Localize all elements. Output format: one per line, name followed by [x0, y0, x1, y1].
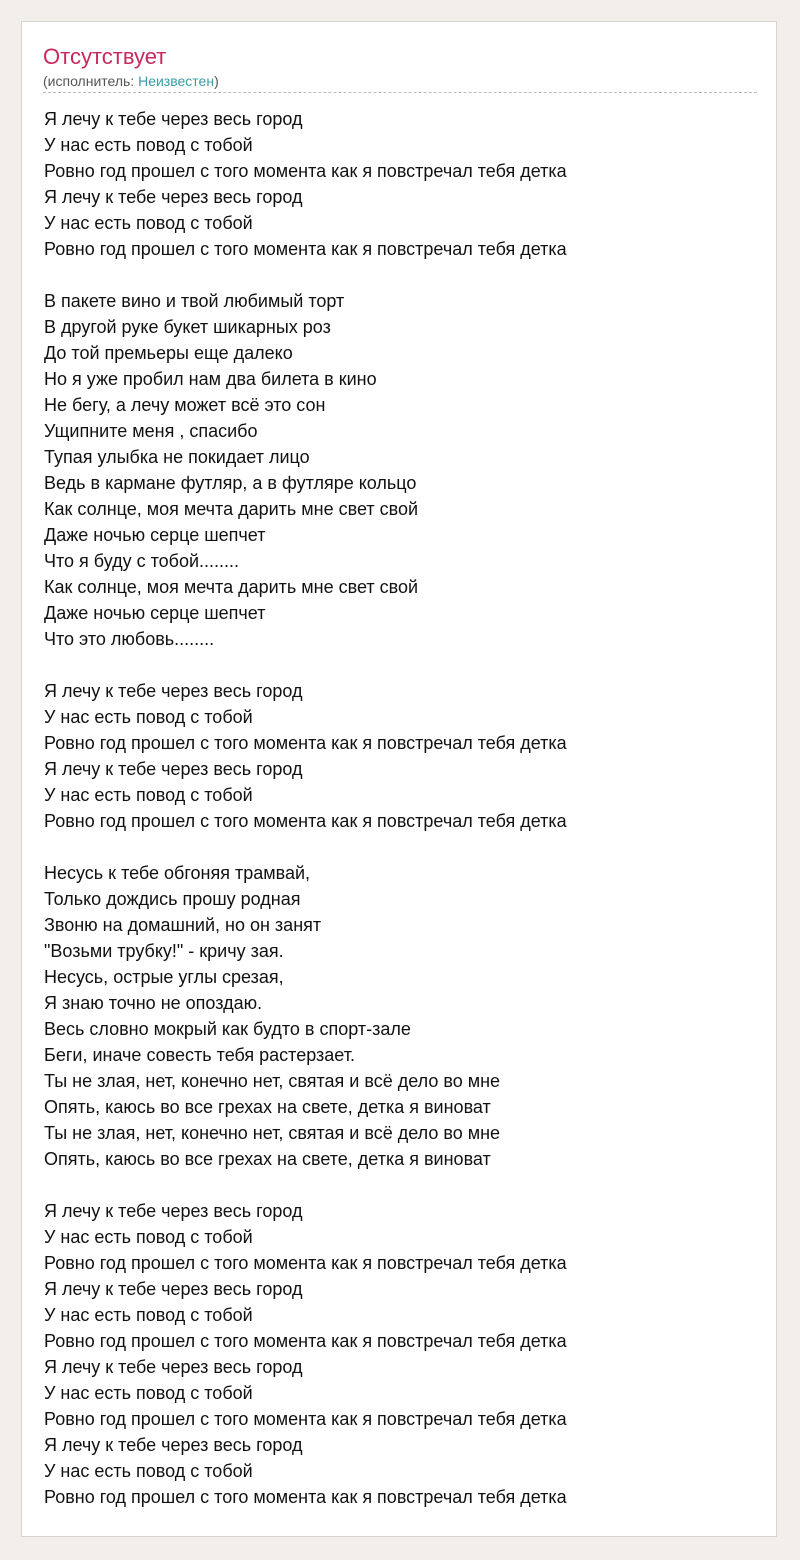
lyrics-card	[21, 21, 777, 1537]
lyric-line: Как солнце, моя мечта дарить мне свет свой	[44, 577, 419, 597]
lyric-line: В другой руке букет шикарных роз	[44, 317, 331, 337]
lyric-line: До той премьеры еще далеко	[44, 343, 293, 363]
lyric-line: Но я уже пробил нам два билета в кино	[44, 369, 377, 389]
lyric-line: Даже ночью серце шепчет	[44, 603, 266, 623]
lyric-line: В пакете вино и твой любимый торт	[44, 291, 345, 311]
song-header	[43, 44, 757, 93]
lyric-line: Тупая улыбка не покидает лицо	[44, 447, 310, 467]
lyric-line: Я лечу к тебе через весь город	[44, 1357, 303, 1377]
lyric-line: Ты не злая, нет, конечно нет, святая и всё дело во мне	[44, 1123, 501, 1143]
artist-suffix: )	[214, 73, 219, 89]
lyric-line: Опять, каюсь во все грехах на свете, детка я виноват	[44, 1149, 491, 1169]
lyric-line: У нас есть повод с тобой	[44, 1305, 253, 1325]
lyric-line: Я знаю точно не опоздаю.	[44, 993, 263, 1013]
lyric-line: У нас есть повод с тобой	[44, 785, 253, 805]
lyric-line: У нас есть повод с тобой	[44, 213, 253, 233]
lyric-line: Ровно год прошел с того момента как я повстречал тебя детка	[44, 811, 567, 831]
lyric-line: Что это любовь........	[44, 629, 215, 649]
lyric-line: Весь словно мокрый как будто в спорт-зале	[44, 1019, 411, 1039]
stanza-break	[44, 834, 758, 860]
lyric-line: Я лечу к тебе через весь город	[44, 759, 303, 779]
lyric-line: Ровно год прошел с того момента как я повстречал тебя детка	[44, 733, 567, 753]
lyric-line: Я лечу к тебе через весь город	[44, 187, 303, 207]
song-title: Отсутствует	[43, 44, 167, 69]
lyric-line: Ровно год прошел с того момента как я повстречал тебя детка	[44, 1487, 567, 1507]
lyric-line: Ущипните меня , спасибо	[44, 421, 258, 441]
artist-link[interactable]: Неизвестен	[138, 73, 215, 89]
lyric-line: Не бегу, а лечу может всё это сон	[44, 395, 326, 415]
lyric-line: Опять, каюсь во все грехах на свете, детка я виноват	[44, 1097, 491, 1117]
lyric-line: Что я буду с тобой........	[44, 551, 240, 571]
lyric-line: Несусь к тебе обгоняя трамвай,	[44, 863, 311, 883]
lyric-line: Ровно год прошел с того момента как я повстречал тебя детка	[44, 1409, 567, 1429]
stanza-break	[44, 652, 758, 678]
lyric-line: У нас есть повод с тобой	[44, 1227, 253, 1247]
lyric-line: Я лечу к тебе через весь город	[44, 681, 303, 701]
artist-line	[43, 72, 757, 93]
lyrics-text	[44, 106, 758, 1510]
lyric-line: Ведь в кармане футляр, а в футляре кольцо	[44, 473, 417, 493]
stanza-break	[44, 262, 758, 288]
lyric-line: Только дождись прошу родная	[44, 889, 301, 909]
lyric-line: У нас есть повод с тобой	[44, 1383, 253, 1403]
lyric-line: Я лечу к тебе через весь город	[44, 109, 303, 129]
lyric-line: Звоню на домашний, но он занят	[44, 915, 322, 935]
lyric-line: Ровно год прошел с того момента как я повстречал тебя детка	[44, 239, 567, 259]
lyric-line: Ровно год прошел с того момента как я повстречал тебя детка	[44, 161, 567, 181]
lyric-line: Я лечу к тебе через весь город	[44, 1279, 303, 1299]
lyric-line: Даже ночью серце шепчет	[44, 525, 266, 545]
lyric-line: Как солнце, моя мечта дарить мне свет свой	[44, 499, 419, 519]
stanza-break	[44, 1172, 758, 1198]
lyric-line: Беги, иначе совесть тебя растерзает.	[44, 1045, 355, 1065]
lyric-line: У нас есть повод с тобой	[44, 707, 253, 727]
lyric-line: У нас есть повод с тобой	[44, 135, 253, 155]
lyric-line: Ровно год прошел с того момента как я повстречал тебя детка	[44, 1331, 567, 1351]
lyric-line: Несусь, острые углы срезая,	[44, 967, 284, 987]
lyric-line: "Возьми трубку!" - кричу зая.	[44, 941, 284, 961]
lyric-line: Ты не злая, нет, конечно нет, святая и всё дело во мне	[44, 1071, 501, 1091]
lyric-line: Я лечу к тебе через весь город	[44, 1201, 303, 1221]
lyric-line: Ровно год прошел с того момента как я повстречал тебя детка	[44, 1253, 567, 1273]
artist-prefix: (исполнитель:	[43, 73, 139, 89]
lyric-line: Я лечу к тебе через весь город	[44, 1435, 303, 1455]
lyric-line: У нас есть повод с тобой	[44, 1461, 253, 1481]
